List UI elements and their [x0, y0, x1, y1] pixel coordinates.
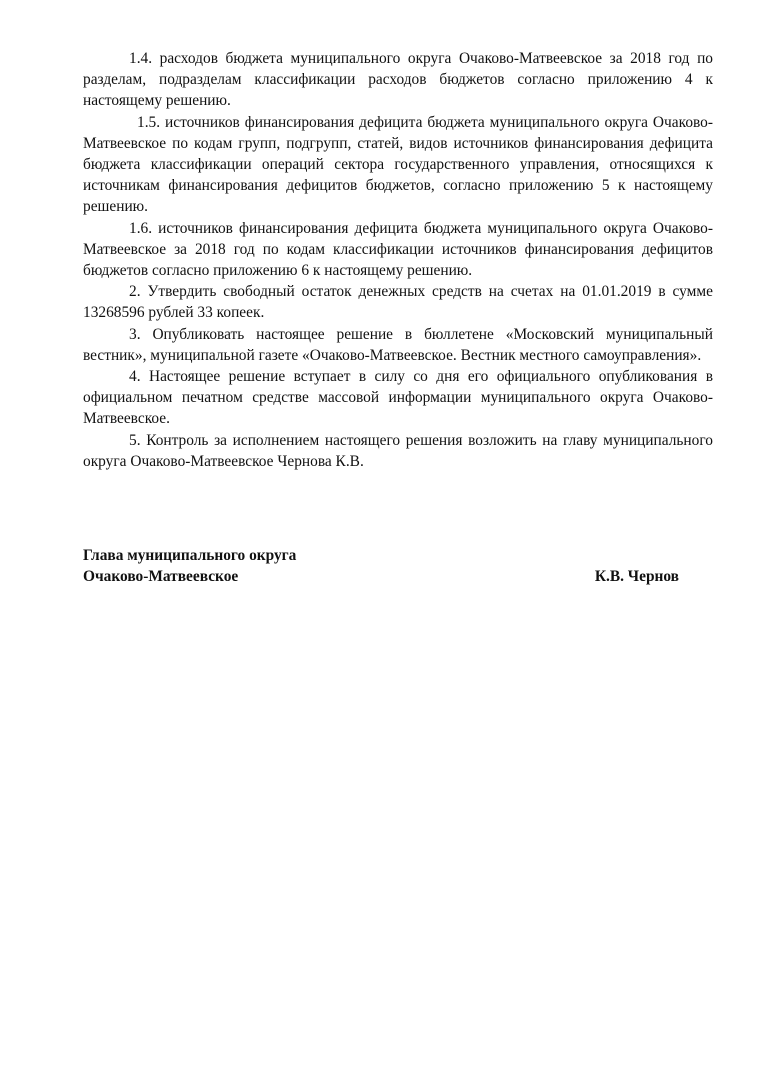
paragraph-1-4: 1.4. расходов бюджета муниципального округа Очаково-Матвеевское за 2018 год по разделам, подразделам классификации расходов бюджетов согласно приложению 4 к настоящему решению.: [83, 50, 713, 110]
signature-block: [83, 545, 679, 587]
paragraph-5: 5. Контроль за исполнением настоящего решения возложить на главу муниципального округа Очаково-Матвеевское Чернова К.В.: [83, 431, 713, 470]
paragraph-4: 4. Настоящее решение вступает в силу со дня его официального опубликования в официальном печатном средстве массовой информации муниципального округа Очаково-Матвеевское.: [83, 368, 713, 428]
paragraph-1-6: 1.6. источников финансирования дефицита бюджета муниципального округа Очаково-Матвеевское за 2018 год по кодам классификации источников финансирования дефицитов бюджетов согласно приложению 6 к настоящему решению.: [83, 219, 713, 280]
paragraph-2: 2. Утвердить свободный остаток денежных средств на счетах на 01.01.2019 в сумме 13268596 рублей 33 копеек.: [83, 283, 713, 322]
signature-name: К.В. Чернов: [594, 568, 679, 586]
paragraph-1-5: 1.5. источников финансирования дефицита бюджета муниципального округа Очаково-Матвеевское по кодам групп, подгрупп, статей, видов источников финансирования дефицита бюджета классификации операций сектора государственного управления, относящихся к источникам финансирования дефицитов бюджетов, согласно приложению 5 к настоящему решению.: [83, 113, 713, 216]
signature-row: [83, 566, 679, 587]
paragraph-3: 3. Опубликовать настоящее решение в бюллетене «Московский муниципальный вестник», муниципальной газете «Очаково-Матвеевское. Вестник местного самоуправления».: [83, 325, 713, 364]
document-body: [83, 48, 713, 472]
signature-title-line2: Очаково-Матвеевское: [83, 568, 239, 586]
signature-title-line1: Глава муниципального округа: [83, 547, 297, 564]
